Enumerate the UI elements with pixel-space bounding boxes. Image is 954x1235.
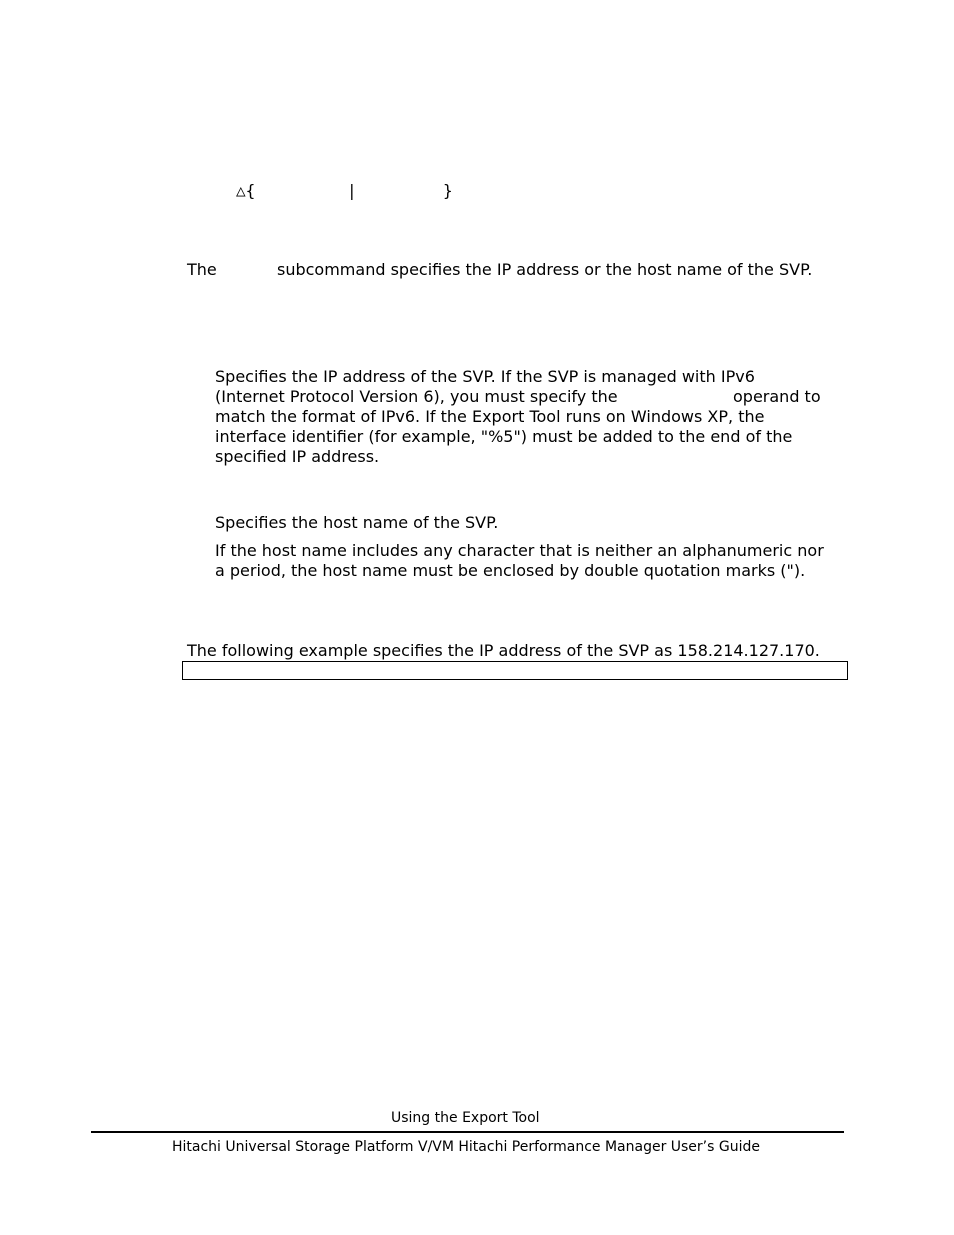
example-intro: The following example specifies the IP address of the SVP as 158.214.127.170.: [187, 641, 820, 660]
operand-ip-line1: Specifies the IP address of the SVP. If the SVP is managed with IPv6: [215, 367, 755, 386]
operand-ip-line3: match the format of IPv6. If the Export Tool runs on Windows XP, the: [215, 407, 765, 426]
operand-host-line1: Specifies the host name of the SVP.: [215, 513, 499, 532]
operand-ip-line5: specified IP address.: [215, 447, 380, 466]
operand-host-line3: a period, the host name must be enclosed by double quotation marks (").: [215, 561, 806, 580]
description-text: subcommand specifies the IP address or the host name of the SVP.: [277, 260, 813, 279]
operand-host-line2: If the host name includes any character that is neither an alphanumeric nor: [215, 541, 824, 560]
operand-ip-line4: interface identifier (for example, "%5") must be added to the end of the: [215, 427, 793, 446]
example-code-box: [182, 661, 848, 680]
syntax-open-brace: △{: [236, 181, 256, 200]
syntax-close-brace: }: [443, 181, 453, 200]
footer-book-title: Hitachi Universal Storage Platform V/VM Hitachi Performance Manager User’s Guide: [172, 1139, 760, 1155]
operand-ip-line2b: operand to: [733, 387, 821, 406]
syntax-separator: |: [347, 181, 357, 200]
footer-section-title: Using the Export Tool: [391, 1110, 540, 1126]
footer-divider: [91, 1131, 844, 1133]
operand-ip-line2a: (Internet Protocol Version 6), you must specify the: [215, 387, 618, 406]
description-the: The: [187, 260, 217, 279]
